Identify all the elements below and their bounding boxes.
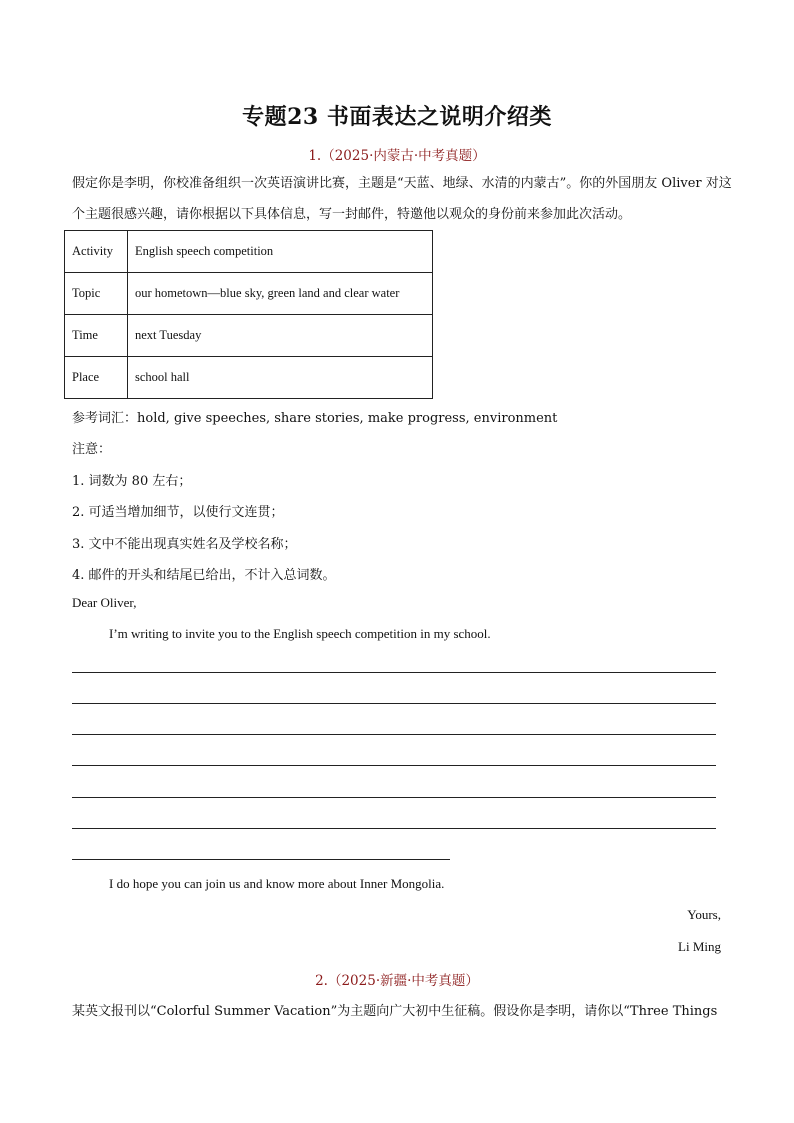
page-title: 专题23 书面表达之说明介绍类 — [242, 104, 552, 130]
vocabulary-hint: 参考词汇：hold, give speeches, share stories, make progress, environment — [72, 411, 558, 426]
writing-line[interactable] — [72, 765, 716, 766]
table-key: Time — [65, 315, 128, 357]
question-2-number: 2. — [315, 973, 328, 989]
table-row — [65, 357, 433, 399]
table-row — [65, 273, 433, 315]
table-value: our hometown—blue sky, green land and clear water — [128, 273, 433, 315]
letter-signoff: Yours, — [687, 907, 721, 922]
writing-line[interactable] — [72, 859, 450, 860]
note-item: 4. 邮件的开头和结尾已给出，不计入总词数。 — [72, 568, 336, 583]
table-row — [65, 315, 433, 357]
question-2-source-text: （2025·新疆·中考真题） — [327, 973, 479, 989]
writing-line[interactable] — [72, 828, 716, 829]
letter-greeting: Dear Oliver, — [72, 595, 137, 610]
writing-line[interactable] — [72, 734, 716, 735]
letter-opening: I’m writing to invite you to the English speech competition in my school. — [109, 626, 491, 641]
note-item: 3. 文中不能出现真实姓名及学校名称； — [72, 537, 297, 552]
table-key: Topic — [65, 273, 128, 315]
table-value: next Tuesday — [128, 315, 433, 357]
letter-signature: Li Ming — [678, 939, 721, 954]
note-item: 1. 词数为 80 左右； — [72, 474, 192, 489]
table-key: Activity — [65, 231, 128, 273]
table-value: school hall — [128, 357, 433, 399]
writing-line[interactable] — [72, 703, 716, 704]
info-table — [64, 230, 433, 399]
notes-title: 注意： — [72, 442, 112, 457]
table-row — [65, 231, 433, 273]
table-value: English speech competition — [128, 231, 433, 273]
note-item: 2. 可适当增加细节，以使行文连贯； — [72, 505, 284, 520]
table-key: Place — [65, 357, 128, 399]
question-2-source — [0, 969, 794, 989]
question-1-source — [0, 144, 794, 164]
writing-line[interactable] — [72, 672, 716, 673]
question-2-prompt: 某英文报刊以“Colorful Summer Vacation”为主题向广大初中生征稿。假设你是李明，请你以“Three Things — [72, 1004, 718, 1019]
question-1-source-text: （2025·内蒙古·中考真题） — [321, 148, 486, 164]
letter-closing: I do hope you can join us and know more about Inner Mongolia. — [109, 876, 445, 891]
question-1-prompt: 假定你是李明，你校准备组织一次英语演讲比赛，主题是“天蓝、地绿、水清的内蒙古”。你的外国朋友 Oliver 对这个主题很感兴趣，请你根据以下具体信息，写一封邮件，特邀他以观众的身份前来参加此次活动。 — [72, 176, 732, 222]
writing-line[interactable] — [72, 797, 716, 798]
question-1-number: 1. — [308, 148, 322, 164]
